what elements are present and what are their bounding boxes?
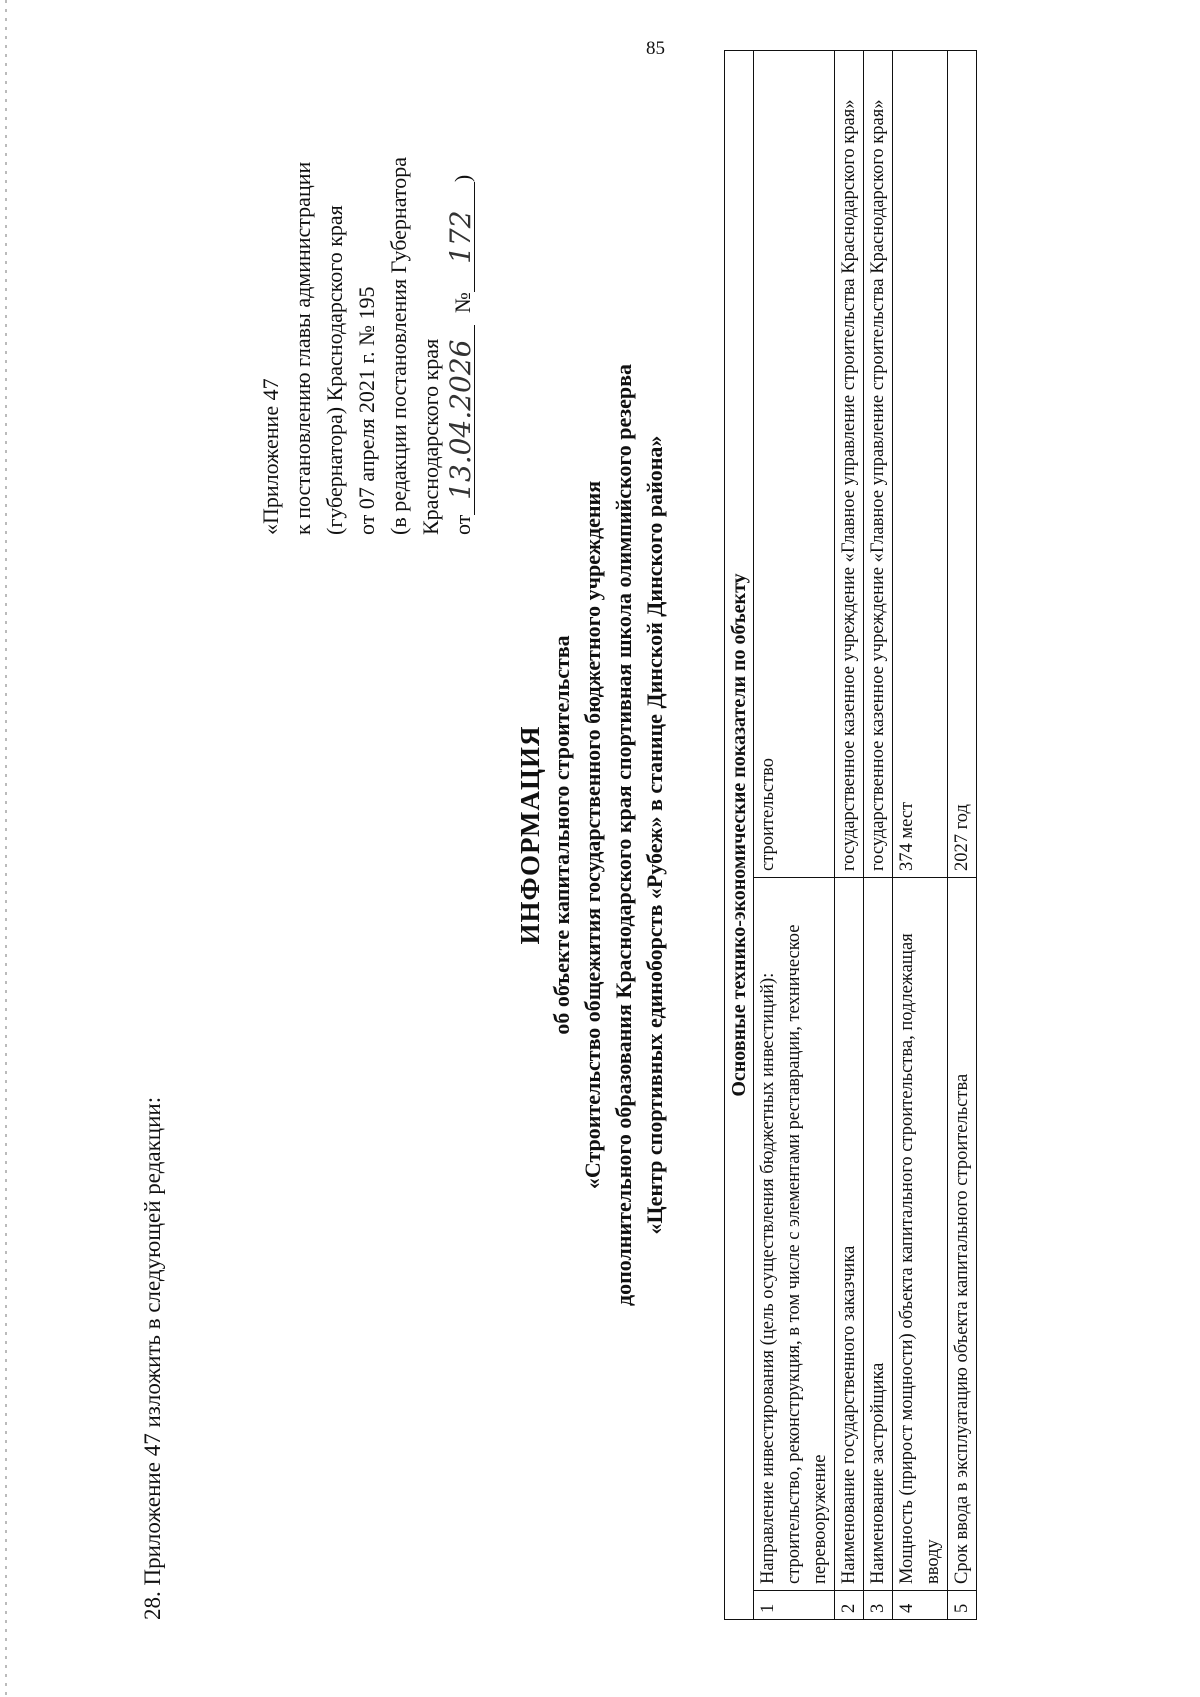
row-number: 5 bbox=[948, 1591, 977, 1620]
intro-text: 28. Приложение 47 изложить в следующей редакции: bbox=[140, 1096, 165, 1620]
handwritten-date: 13.04.2026 bbox=[448, 325, 475, 515]
document-heading bbox=[515, 50, 670, 1620]
heading-line: «Строительство общежития государственного бюджетного учреждения bbox=[580, 480, 605, 1190]
row-name: Мощность (прирост мощности) объекта капитального строительства, подлежащая вводу bbox=[893, 878, 948, 1591]
row-number: 1 bbox=[754, 1591, 835, 1620]
heading-line: дополнительного образования Краснодарского края спортивная школа олимпийского резерва bbox=[611, 363, 636, 1307]
indicators-table bbox=[724, 50, 977, 1620]
row-number: 4 bbox=[893, 1591, 948, 1620]
appendix-line: Краснодарского края bbox=[418, 338, 443, 535]
row-number: 2 bbox=[835, 1591, 864, 1620]
heading-line: «Центр спортивных единоборств «Рубеж» в станице Динской Динского района» bbox=[642, 435, 667, 1235]
appendix-line: к постановлению главы администрации bbox=[290, 161, 315, 535]
row-name: Срок ввода в эксплуатацию объекта капитального строительства bbox=[948, 878, 977, 1591]
appendix-block bbox=[255, 65, 479, 535]
row-name: Наименование застройщика bbox=[864, 878, 893, 1591]
heading-line: об объекте капитального строительства bbox=[549, 635, 574, 1035]
table-header-row bbox=[725, 51, 754, 1620]
heading-title: ИНФОРМАЦИЯ bbox=[515, 725, 545, 945]
appendix-line: (губернатора) Краснодарского края bbox=[322, 205, 347, 535]
close-paren: ) bbox=[450, 174, 475, 183]
appendix-line: от 07 апреля 2021 г. № 195 bbox=[354, 286, 379, 535]
table-row bbox=[835, 51, 864, 1620]
table-header: Основные технико-экономические показатели по объекту bbox=[725, 51, 754, 1620]
row-value: государственное казенное учреждение «Главное управление строительства Краснодарского края» bbox=[835, 51, 864, 878]
appendix-line: (в редакции постановления Губернатора bbox=[386, 157, 411, 535]
table-row bbox=[893, 51, 948, 1620]
page-number: 85 bbox=[646, 38, 665, 59]
row-name: Наименование государственного заказчика bbox=[835, 878, 864, 1591]
row-value: 374 мест bbox=[893, 51, 948, 878]
from-label: от bbox=[450, 514, 475, 535]
appendix-date-line bbox=[444, 65, 479, 535]
handwritten-number: 172 bbox=[448, 182, 475, 292]
table-row bbox=[948, 51, 977, 1620]
row-number: 3 bbox=[864, 1591, 893, 1620]
appendix-line: «Приложение 47 bbox=[258, 378, 283, 535]
table-row bbox=[864, 51, 893, 1620]
number-label: № bbox=[450, 292, 475, 314]
landscape-content bbox=[140, 50, 1040, 1620]
row-value: 2027 год bbox=[948, 51, 977, 878]
row-value: строительство bbox=[754, 51, 835, 878]
table-row bbox=[754, 51, 835, 1620]
row-name: Направление инвестирования (цель осуществления бюджетных инвестиций): строительство, реконструкция, в том числе с элементами реставрации, техническое перевооружение bbox=[754, 878, 835, 1591]
row-value: государственное казенное учреждение «Главное управление строительства Краснодарского края» bbox=[864, 51, 893, 878]
scan-edge-artifact bbox=[5, 0, 7, 1697]
